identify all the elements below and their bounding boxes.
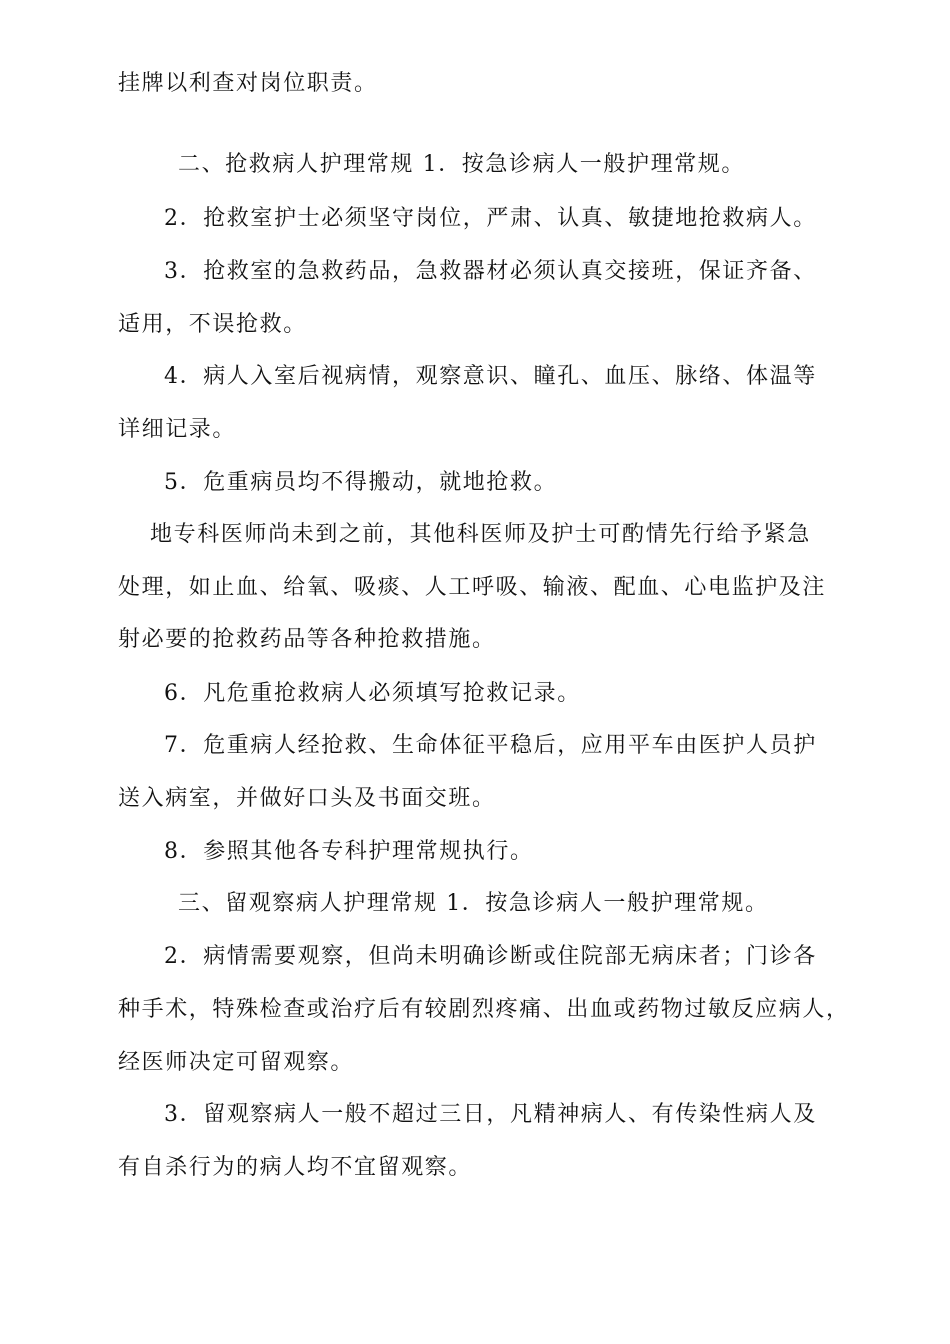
- text-line: 5．危重病员均不得搬动，就地抢救。: [164, 470, 558, 495]
- text-line: 送入病室，并做好口头及书面交班。: [118, 786, 496, 811]
- text-line: 3．抢救室的急救药品，急救器材必须认真交接班，保证齐备、: [164, 259, 817, 284]
- text-line: 详细记录。: [118, 417, 237, 442]
- text-line: 处理，如止血、给氧、吸痰、人工呼吸、输液、配血、心电监护及注: [118, 575, 827, 600]
- section-heading-3: 三、留观察病人护理常规 1．按急诊病人一般护理常规。: [178, 891, 769, 916]
- text-line: 适用，不误抢救。: [118, 312, 307, 337]
- text-line: 挂牌以利查对岗位职责。: [118, 71, 378, 96]
- text-line: 有自杀行为的病人均不宜留观察。: [118, 1155, 473, 1180]
- section-heading-2: 二、抢救病人护理常规 1．按急诊病人一般护理常规。: [178, 152, 745, 177]
- text-line: 3．留观察病人一般不超过三日，凡精神病人、有传染性病人及: [164, 1102, 817, 1127]
- text-line: 种手术，特殊检查或治疗后有较剧烈疼痛、出血或药物过敏反应病人，: [118, 997, 850, 1022]
- text-line: 2．病情需要观察，但尚未明确诊断或住院部无病床者；门诊各: [164, 944, 817, 969]
- text-line: 经医师决定可留观察。: [118, 1050, 355, 1075]
- text-line: 4．病人入室后视病情，观察意识、瞳孔、血压、脉络、体温等: [164, 364, 817, 389]
- text-line: 射必要的抢救药品等各种抢救措施。: [118, 627, 496, 652]
- text-line: 7．危重病人经抢救、生命体征平稳后，应用平车由医护人员护: [164, 733, 817, 758]
- text-line: 2．抢救室护士必须坚守岗位，严肃、认真、敏捷地抢救病人。: [164, 206, 817, 231]
- text-line: 6．凡危重抢救病人必须填写抢救记录。: [164, 681, 581, 706]
- text-line: 地专科医师尚未到之前，其他科医师及护士可酌情先行给予紧急: [150, 522, 811, 547]
- text-line: 8．参照其他各专科护理常规执行。: [164, 839, 534, 864]
